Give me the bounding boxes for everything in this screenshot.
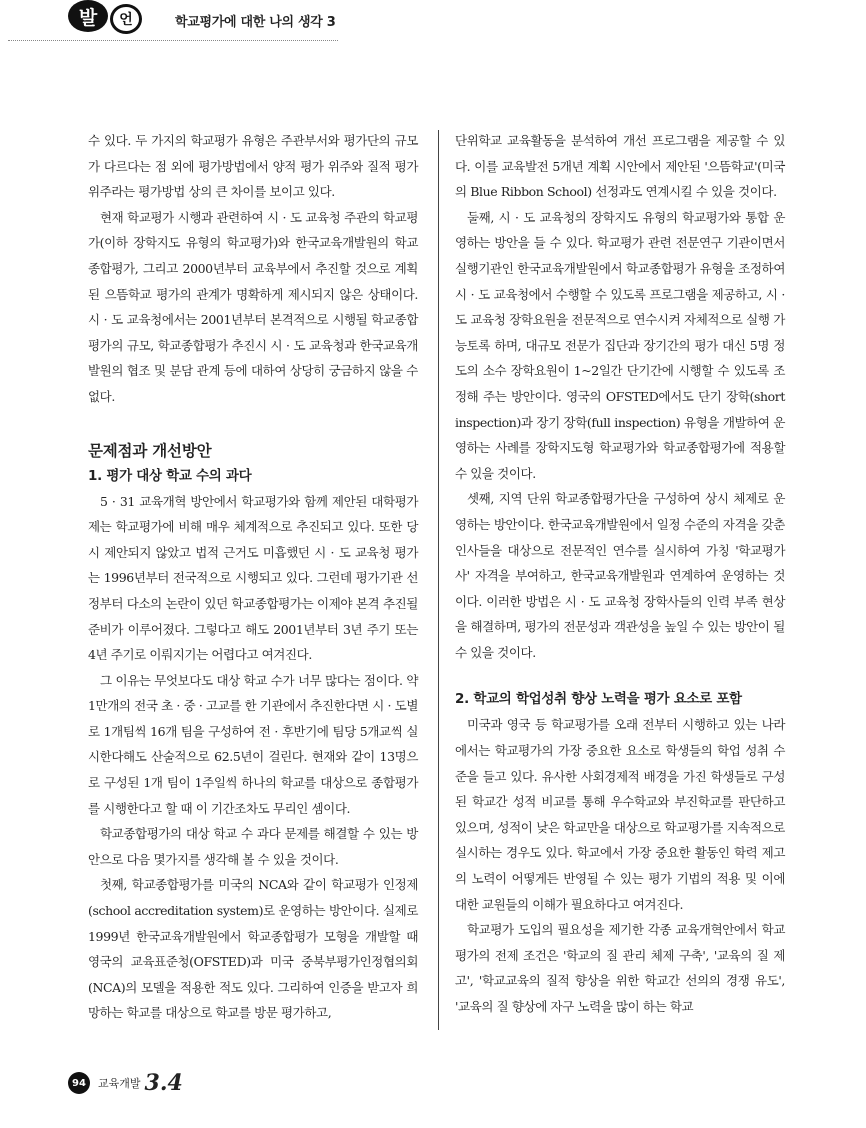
- paragraph: 둘째, 시 · 도 교육청의 장학지도 유형의 학교평가와 통합 운영하는 방안을 들 수 있다. 학교평가 관련 전문연구 기관이면서 실행기관인 한국교육개발원에서 학교종합평가 유형을 조정하여 시 · 도 교육청에서 수행할 수 있도록 프로그램을 제공하고, 시 · 도 교육청 장학요원을 전문적으로 연수시켜 자체적으로 실행 가능토록 하며, 대규모 전문가 집단과 장기간의 평가 대신 5명 정도의 소수 장학요원이 1~2일간 단기간에 시행할 수 있도록 조정해 주는 방안이다. 영국의 OFSTED에서도 단기 장학(short inspection)과 장기 장학(full inspection) 유형을 개발하여 운영하는 사례를 장학지도형 학교평가와 학교종합평가에 적용할 수 있을 것이다.: [455, 209, 785, 481]
- column-badge-1: 발: [68, 0, 108, 32]
- header-rule: [8, 40, 338, 41]
- column-divider: [438, 130, 439, 1030]
- section-title: 문제점과 개선방안: [88, 441, 212, 460]
- running-title: 학교평가에 대한 나의 생각 3: [175, 15, 336, 30]
- left-column: [88, 128, 418, 1026]
- paragraph: 학교평가 도입의 필요성을 제기한 각종 교육개혁안에서 학교평가의 전제 조건은 '학교의 질 관리 체제 구축', '교육의 질 제고', '학교교육의 질적 향상을 위한 학교간 선의의 경쟁 유도', '교육의 질 향상에 자구 노력을 많이 하는 학교: [455, 922, 785, 1014]
- paragraph: 첫째, 학교종합평가를 미국의 NCA와 같이 학교평가 인정제(school accreditation system)로 운영하는 방안이다. 실제로 1999년 한국교육개발원에서 학교종합평가 모형을 개발할 때 영국의 교육표준청(OFSTED)과 미국 중북부평가인정협의회(NCA)의 모델을 적용한 적도 있다. 그리하여 인증을 받고자 희망하는 학교를 대상으로 학교를 방문 평가하고,: [88, 877, 418, 1021]
- paragraph: 셋째, 지역 단위 학교종합평가단을 구성하여 상시 체제로 운영하는 방안이다. 한국교육개발원에서 일정 수준의 자격을 갖춘 인사들을 대상으로 전문적인 연수를 실시하여 가칭 '학교평가사' 자격을 부여하고, 한국교육개발원과 연계하여 운영하는 것이다. 이러한 방법은 시 · 도 교육청 장학사들의 인력 부족 현상을 해결하며, 평가의 전문성과 객관성을 높일 수 있는 방안이 될 수 있을 것이다.: [455, 491, 785, 660]
- right-column: [455, 128, 785, 1020]
- journal-name: 교육개발: [98, 1077, 141, 1090]
- subsection-title: 1. 평가 대상 학교 수의 과다: [88, 467, 252, 484]
- page-header: [0, 0, 866, 50]
- paragraph: 수 있다. 두 가지의 학교평가 유형은 주관부서와 평가단의 규모가 다르다는 점 외에 평가방법에서 양적 평가 위주와 질적 평가 위주라는 평가방법 상의 큰 차이를 보이고 있다.: [88, 133, 418, 200]
- paragraph: 단위학교 교육활동을 분석하여 개선 프로그램을 제공할 수 있다. 이를 교육발전 5개년 계획 시안에서 제안된 '으뜸학교'(미국의 Blue Ribbon School) 선정과도 연계시킬 수 있을 것이다.: [455, 133, 785, 200]
- subsection-title: 2. 학교의 학업성취 향상 노력을 평가 요소로 포함: [455, 691, 742, 708]
- paragraph: 5 · 31 교육개혁 방안에서 학교평가와 함께 제안된 대학평가제는 학교평가에 비해 매우 체계적으로 추진되고 있다. 또한 당시 제안되지 않았고 법적 근거도 미흡했던 시 · 도 교육청 평가는 1996년부터 전국적으로 시행되고 있다. 그런데 평가기관 선정부터 다소의 논란이 있던 학교종합평가는 이제야 본격 추진될 준비가 이루어졌다. 그렇다고 해도 2001년부터 3년 주기 또는 4년 주기로 이뤄지기는 어렵다고 여겨진다.: [88, 493, 418, 663]
- page-number: 94: [68, 1072, 90, 1094]
- paragraph: 현재 학교평가 시행과 관련하여 시 · 도 교육청 주관의 학교평가(이하 장학지도 유형의 학교평가)와 한국교육개발원의 학교종합평가, 그리고 2000년부터 교육부에서 추진할 것으로 계획된 으뜸학교 평가의 관계가 명확하게 제시되지 않은 상태이다. 시 · 도 교육청에서는 2001년부터 본격적으로 시행될 학교종합평가의 규모, 학교종합평가 추진시 시 · 도 교육청과 한국교육개발원의 협조 및 분담 관계 등에 대하여 상당히 궁금하지 않을 수 없다.: [88, 209, 418, 404]
- paragraph: 미국과 영국 등 학교평가를 오래 전부터 시행하고 있는 나라에서는 학교평가의 가장 중요한 요소로 학생들의 학업 성취 수준을 들고 있다. 유사한 사회경제적 배경을 가진 학생들로 구성된 학교간 성적 비교를 통해 우수학교와 부진학교를 판단하고 있으며, 성적이 낮은 학교만을 대상으로 학교평가를 지속적으로 실시하는 경우도 있다. 학교에서 가장 중요한 활동인 학력 제고의 노력이 어떻게든 반영될 수 있는 평가 기법의 적용 및 이에 대한 교원들의 이해가 필요하다고 여겨진다.: [455, 717, 785, 912]
- paragraph: 그 이유는 무엇보다도 대상 학교 수가 너무 많다는 점이다. 약 1만개의 전국 초 · 중 · 고교를 한 기관에서 추진한다면 시 · 도별로 1개팀씩 16개 팀을 구성하여 전 · 후반기에 팀당 5개교씩 실시한다해도 산술적으로 62.5년이 걸린다. 현재와 같이 13명으로 구성된 1개 팀이 1주일씩 하나의 학교를 대상으로 종합평가를 시행한다고 할 때 이 기간조차도 무리인 셈이다.: [88, 672, 418, 816]
- paragraph: 학교종합평가의 대상 학교 수 과다 문제를 해결할 수 있는 방안으로 다음 몇가지를 생각해 볼 수 있을 것이다.: [88, 826, 418, 867]
- issue-number: 3.4: [144, 1070, 183, 1096]
- column-badge-2: 언: [110, 4, 142, 34]
- page-footer: [68, 1068, 183, 1098]
